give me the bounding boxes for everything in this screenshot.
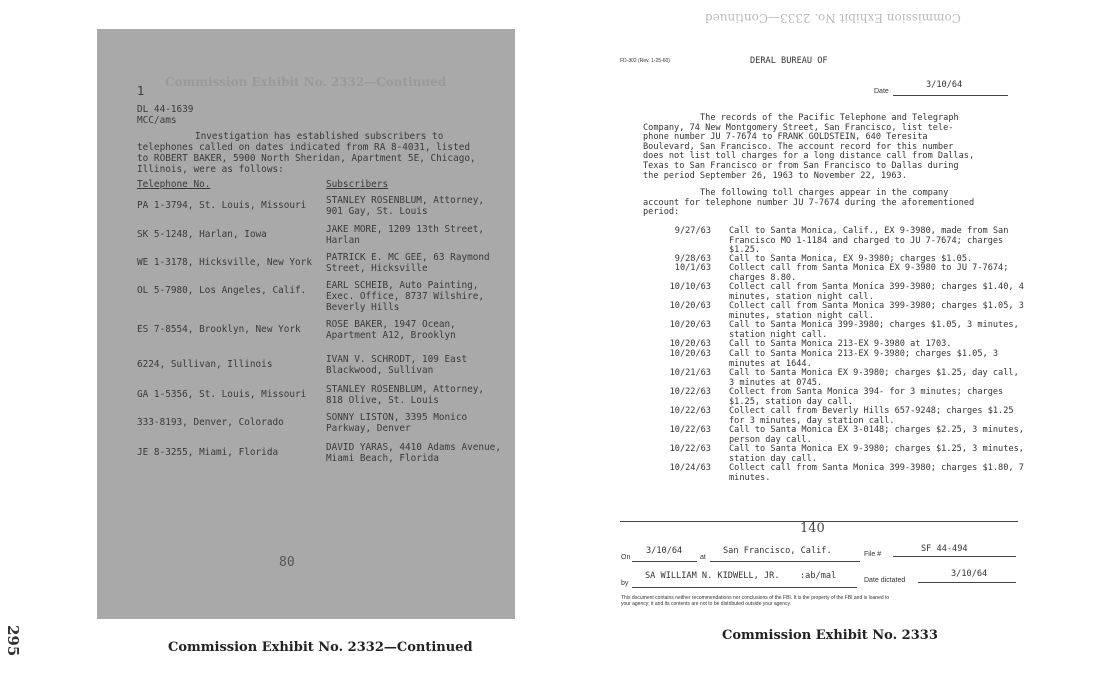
date-underline — [893, 95, 1008, 96]
paragraph-1 — [643, 114, 974, 181]
left-paragraph-line: to ROBERT BAKER, 5900 North Sheridan, Apartment 5E, Chicago, — [137, 153, 476, 164]
file-value: SF 44-494 — [921, 544, 968, 554]
left-exhibit-caption: Commission Exhibit No. 2332—Continued — [168, 640, 473, 655]
at-label: at — [700, 554, 706, 561]
table-row-phone: PA 1-3794, St. Louis, Missouri — [137, 200, 307, 211]
call-date: 10/1/63 — [674, 263, 711, 273]
call-description: Collect call from Santa Monica 399-3980; charges $1.05, 3 minutes, station night call. — [729, 301, 1024, 321]
form-header: DERAL BUREAU OF — [750, 56, 828, 66]
by-label: by — [621, 580, 629, 587]
call-date: 10/10/63 — [669, 282, 711, 292]
left-paragraph-line: telephones called on dates indicated from RA 8-4031, listed — [137, 142, 471, 153]
call-description: Call to Santa Monica 213-EX 9-3980 at 1703. — [729, 339, 952, 349]
by-value: SA WILLIAM N. KIDWELL, JR. — [645, 571, 780, 581]
table-row-phone: ES 7-8554, Brooklyn, New York — [137, 324, 301, 335]
call-date: 10/20/63 — [669, 320, 711, 330]
dictation-initials: :ab/mal — [800, 571, 837, 581]
table-row-phone: 6224, Sullivan, Illinois — [137, 359, 273, 370]
table-row-subscriber: ROSE BAKER, 1947 Ocean, Apartment A12, Brooklyn — [326, 319, 456, 341]
disclaimer — [621, 595, 889, 607]
left-page-mark: 1 — [137, 84, 145, 98]
call-description: Collect call from Santa Monica 399-3980; charges $1.80, 7 minutes. — [729, 463, 1024, 483]
table-row-subscriber: PATRICK E. MC GEE, 63 Raymond Street, Hicksville — [326, 252, 490, 274]
paragraph-line: period: — [643, 207, 680, 218]
call-description: Call to Santa Monica EX 3-0148; charges $2.25, 3 minutes, person day call. — [729, 425, 1024, 445]
date-value: 3/10/64 — [926, 80, 963, 90]
table-row-subscriber: DAVID YARAS, 4410 Adams Avenue, Miami Beach, Florida — [326, 442, 501, 464]
call-description: Collect call from Santa Monica EX 9-3980 to JU 7-7674; charges 8.80. — [729, 263, 1009, 283]
right-exhibit-caption: Commission Exhibit No. 2333 — [722, 628, 938, 643]
on-value: 3/10/64 — [646, 546, 683, 556]
date-label: Date — [874, 88, 889, 95]
left-footer-mark: 80 — [279, 555, 295, 570]
date-dictated-underline — [918, 582, 1016, 583]
file-label: File # — [864, 551, 882, 558]
paragraph-line: Texas to San Francisco or from San Francisco to Dallas during — [643, 160, 959, 171]
at-underline — [710, 561, 860, 562]
table-row-phone: GA 1-5356, St. Louis, Missouri — [137, 389, 307, 400]
left-paragraph — [137, 131, 476, 175]
call-description: Collect call from Beverly Hills 657-9248; charges $1.25 for 3 minutes, day station call. — [729, 406, 1014, 426]
paragraph-line: Company, 74 New Montgomery Street, San Francisco, list tele- — [643, 122, 954, 133]
by-underline — [632, 587, 857, 588]
table-row-subscriber: STANLEY ROSENBLUM, Attorney, 818 Olive, St. Louis — [326, 384, 485, 406]
call-description: Collect call from Santa Monica 399-3980; charges $1.40, 4 minutes, station night call. — [729, 282, 1024, 302]
column-header-subscribers: Subscribers — [326, 179, 389, 190]
left-paragraph-line: Illinois, were as follows: — [137, 164, 284, 175]
paragraph-line: The records of the Pacific Telephone and Telegraph — [700, 113, 959, 123]
file-underline — [893, 556, 1016, 557]
call-date: 10/20/63 — [669, 349, 711, 359]
paragraph-2 — [643, 189, 974, 218]
call-description: Call to Santa Monica EX 9-3980; charges $1.25, 3 minutes, station day call. — [729, 444, 1024, 464]
left-document-scan — [97, 29, 515, 619]
call-date: 10/22/63 — [669, 444, 711, 454]
call-description: Call to Santa Monica, EX 9-3980; charges $1.05. — [729, 254, 973, 264]
paragraph-line: does not list toll charges for a long distance call from Dallas, — [643, 151, 975, 162]
call-date: 9/27/63 — [674, 226, 711, 236]
table-row-subscriber: STANLEY ROSENBLUM, Attorney, 901 Gay, St. Louis — [326, 195, 485, 217]
call-date: 10/24/63 — [669, 463, 711, 473]
call-date: 10/22/63 — [669, 387, 711, 397]
table-row-phone: SK 5-1248, Harlan, Iowa — [137, 229, 267, 240]
call-description: Call to Santa Monica, Calif., EX 9-3980, made from San Francisco MO 1-1184 and charged to JU 7-7674; charges $1.25. — [729, 226, 1009, 256]
paragraph-line: the period September 26, 1963 to November 22, 1963. — [643, 170, 907, 181]
page-number: 295 — [4, 625, 22, 657]
call-date: 9/28/63 — [674, 254, 711, 264]
paragraph-line: Boulevard, San Francisco. The account record for this number — [643, 141, 954, 152]
paragraph-line: account for telephone number JU 7-7674 during the aforementioned — [643, 197, 975, 208]
table-row-phone: OL 5-7980, Los Angeles, Calif. — [137, 285, 307, 296]
table-row-subscriber: JAKE MORE, 1209 13th Street, Harlan — [326, 224, 485, 246]
table-row-phone: 333-8193, Denver, Colorado — [137, 417, 284, 428]
call-date: 10/20/63 — [669, 339, 711, 349]
paragraph-line: The following toll charges appear in the company — [700, 188, 949, 198]
table-row-subscriber: EARL SCHEIB, Auto Painting, Exec. Office, 8737 Wilshire, Beverly Hills — [326, 280, 485, 313]
table-row-phone: WE 1-3178, Hicksville, New York — [137, 257, 312, 268]
call-date: 10/22/63 — [669, 406, 711, 416]
date-dictated-value: 3/10/64 — [951, 569, 988, 579]
at-value: San Francisco, Calif. — [723, 546, 832, 556]
disclaimer-line: your agency; it and its contents are not to be distributed outside your agency. — [621, 601, 792, 607]
call-description: Call to Santa Monica EX 9-3980; charges $1.25, day call, 3 minutes at 0745. — [729, 368, 1019, 388]
call-description: Collect from Santa Monica 394- for 3 minutes; charges $1.25, station day call. — [729, 387, 1004, 407]
left-initials: MCC/ams — [137, 115, 177, 126]
table-row-subscriber: SONNY LISTON, 3395 Monico Parkway, Denver — [326, 412, 468, 434]
paragraph-line: phone number JU 7-7674 to FRANK GOLDSTEIN, 640 Teresita — [643, 132, 928, 143]
column-header-telephone: Telephone No. — [137, 179, 211, 190]
date-dictated-label: Date dictated — [864, 577, 906, 584]
disclaimer-line: This document contains neither recommendations nor conclusions of the FBI. It is the property of the FBI and is loaned to — [621, 595, 890, 601]
table-row-subscriber: IVAN V. SCHRODT, 109 East Blackwood, Sullivan — [326, 354, 468, 376]
left-ghost-header: Commission Exhibit No. 2332—Continued — [165, 75, 447, 89]
on-label: On — [621, 554, 631, 561]
right-page-mark: 140 — [800, 521, 825, 536]
ghost-header-top: Commission Exhibit No. 2333—Continued — [705, 11, 961, 25]
table-row-phone: JE 8-3255, Miami, Florida — [137, 447, 279, 458]
call-date: 10/21/63 — [669, 368, 711, 378]
call-date: 10/22/63 — [669, 425, 711, 435]
call-description: Call to Santa Monica 213-EX 9-3980; charges $1.05, 3 minutes at 1644. — [729, 349, 999, 369]
left-paragraph-line: Investigation has established subscribers to — [195, 131, 444, 142]
left-file-number: DL 44-1639 — [137, 104, 194, 115]
form-code: FD-302 (Rev. 1-25-60) — [620, 58, 670, 64]
on-underline — [632, 561, 697, 562]
call-date: 10/20/63 — [669, 301, 711, 311]
call-description: Call to Santa Monica 399-3980; charges $1.05, 3 minutes, station night call. — [729, 320, 1019, 340]
